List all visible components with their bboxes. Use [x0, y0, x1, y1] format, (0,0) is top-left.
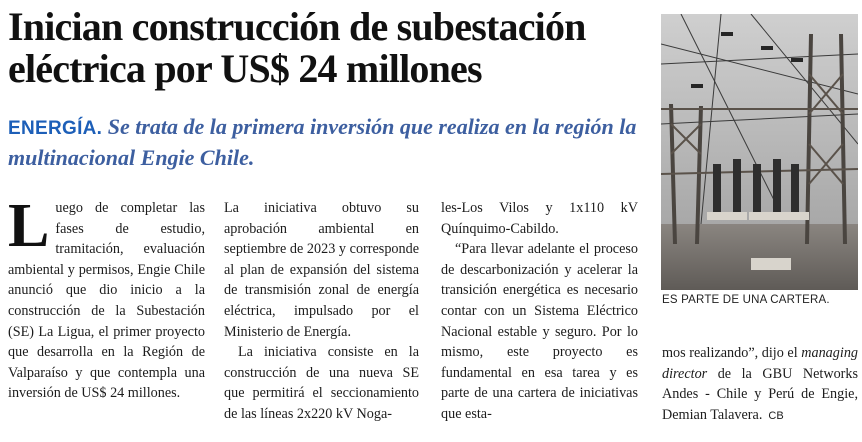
- headline: Inician construcción de subestación eléctrica por US$ 24 millones: [8, 4, 586, 91]
- paragraph-text: de la GBU Networks Andes - Chile y Perú de Engie, Demian Talavera.: [662, 365, 858, 423]
- lede-text: Se trata de la primera inversión que realiza en la región la multinacional Engie Chile.: [8, 114, 637, 170]
- role-title: managing director: [662, 345, 858, 382]
- body-column-2: [224, 198, 419, 425]
- substation-photo: [661, 14, 858, 290]
- drop-cap: L: [8, 192, 50, 260]
- lede: [8, 112, 648, 172]
- paragraph: La iniciativa obtuvo su aprobación ambiental en septiembre de 2023 y corresponde al plan de expansión del sistema de transmisión zonal de energía eléctrica, impulsado por el Ministerio de Energía.: [224, 200, 419, 340]
- photo-caption: ES PARTE DE UNA CARTERA.: [662, 294, 830, 306]
- paragraph: La iniciativa consiste en la construcción de una nueva SE que permitirá el seccionamiento de las líneas 2x220 kV Noga-: [224, 344, 419, 422]
- paragraph-text: mos realizando”, dijo el: [662, 345, 802, 361]
- paragraph: “Para llevar adelante el proceso de descarbonización y acelerar la transición energética es necesario contar con un Sistema Eléctrico Nacional estable y seguro. Por lo mismo, este proyecto es fundamental en esa tarea y es parte de una cartera de iniciativas que esta-: [441, 241, 638, 422]
- paragraph-text: uego de completar las fases de estudio, tramitación, evaluación ambiental y permisos, Engie Chile anunció que dio inicio a la construcción de la Subestación (SE) La Ligua, el primer proyecto que desarrolla en la Región de Valparaíso y que contempla una inversión de US$ 24 millones.: [8, 200, 205, 402]
- section-kicker: ENERGÍA.: [8, 118, 103, 139]
- end-mark: CB: [768, 409, 784, 422]
- body-column-3: [441, 198, 638, 425]
- paragraph: [662, 343, 858, 426]
- paragraph: [8, 192, 205, 404]
- body-column-4: [662, 343, 858, 426]
- paragraph: les-Los Vilos y 1x110 kV Quínquimo-Cabildo.: [441, 200, 638, 237]
- substation-illustration: [661, 14, 858, 290]
- body-column-1: [8, 192, 205, 404]
